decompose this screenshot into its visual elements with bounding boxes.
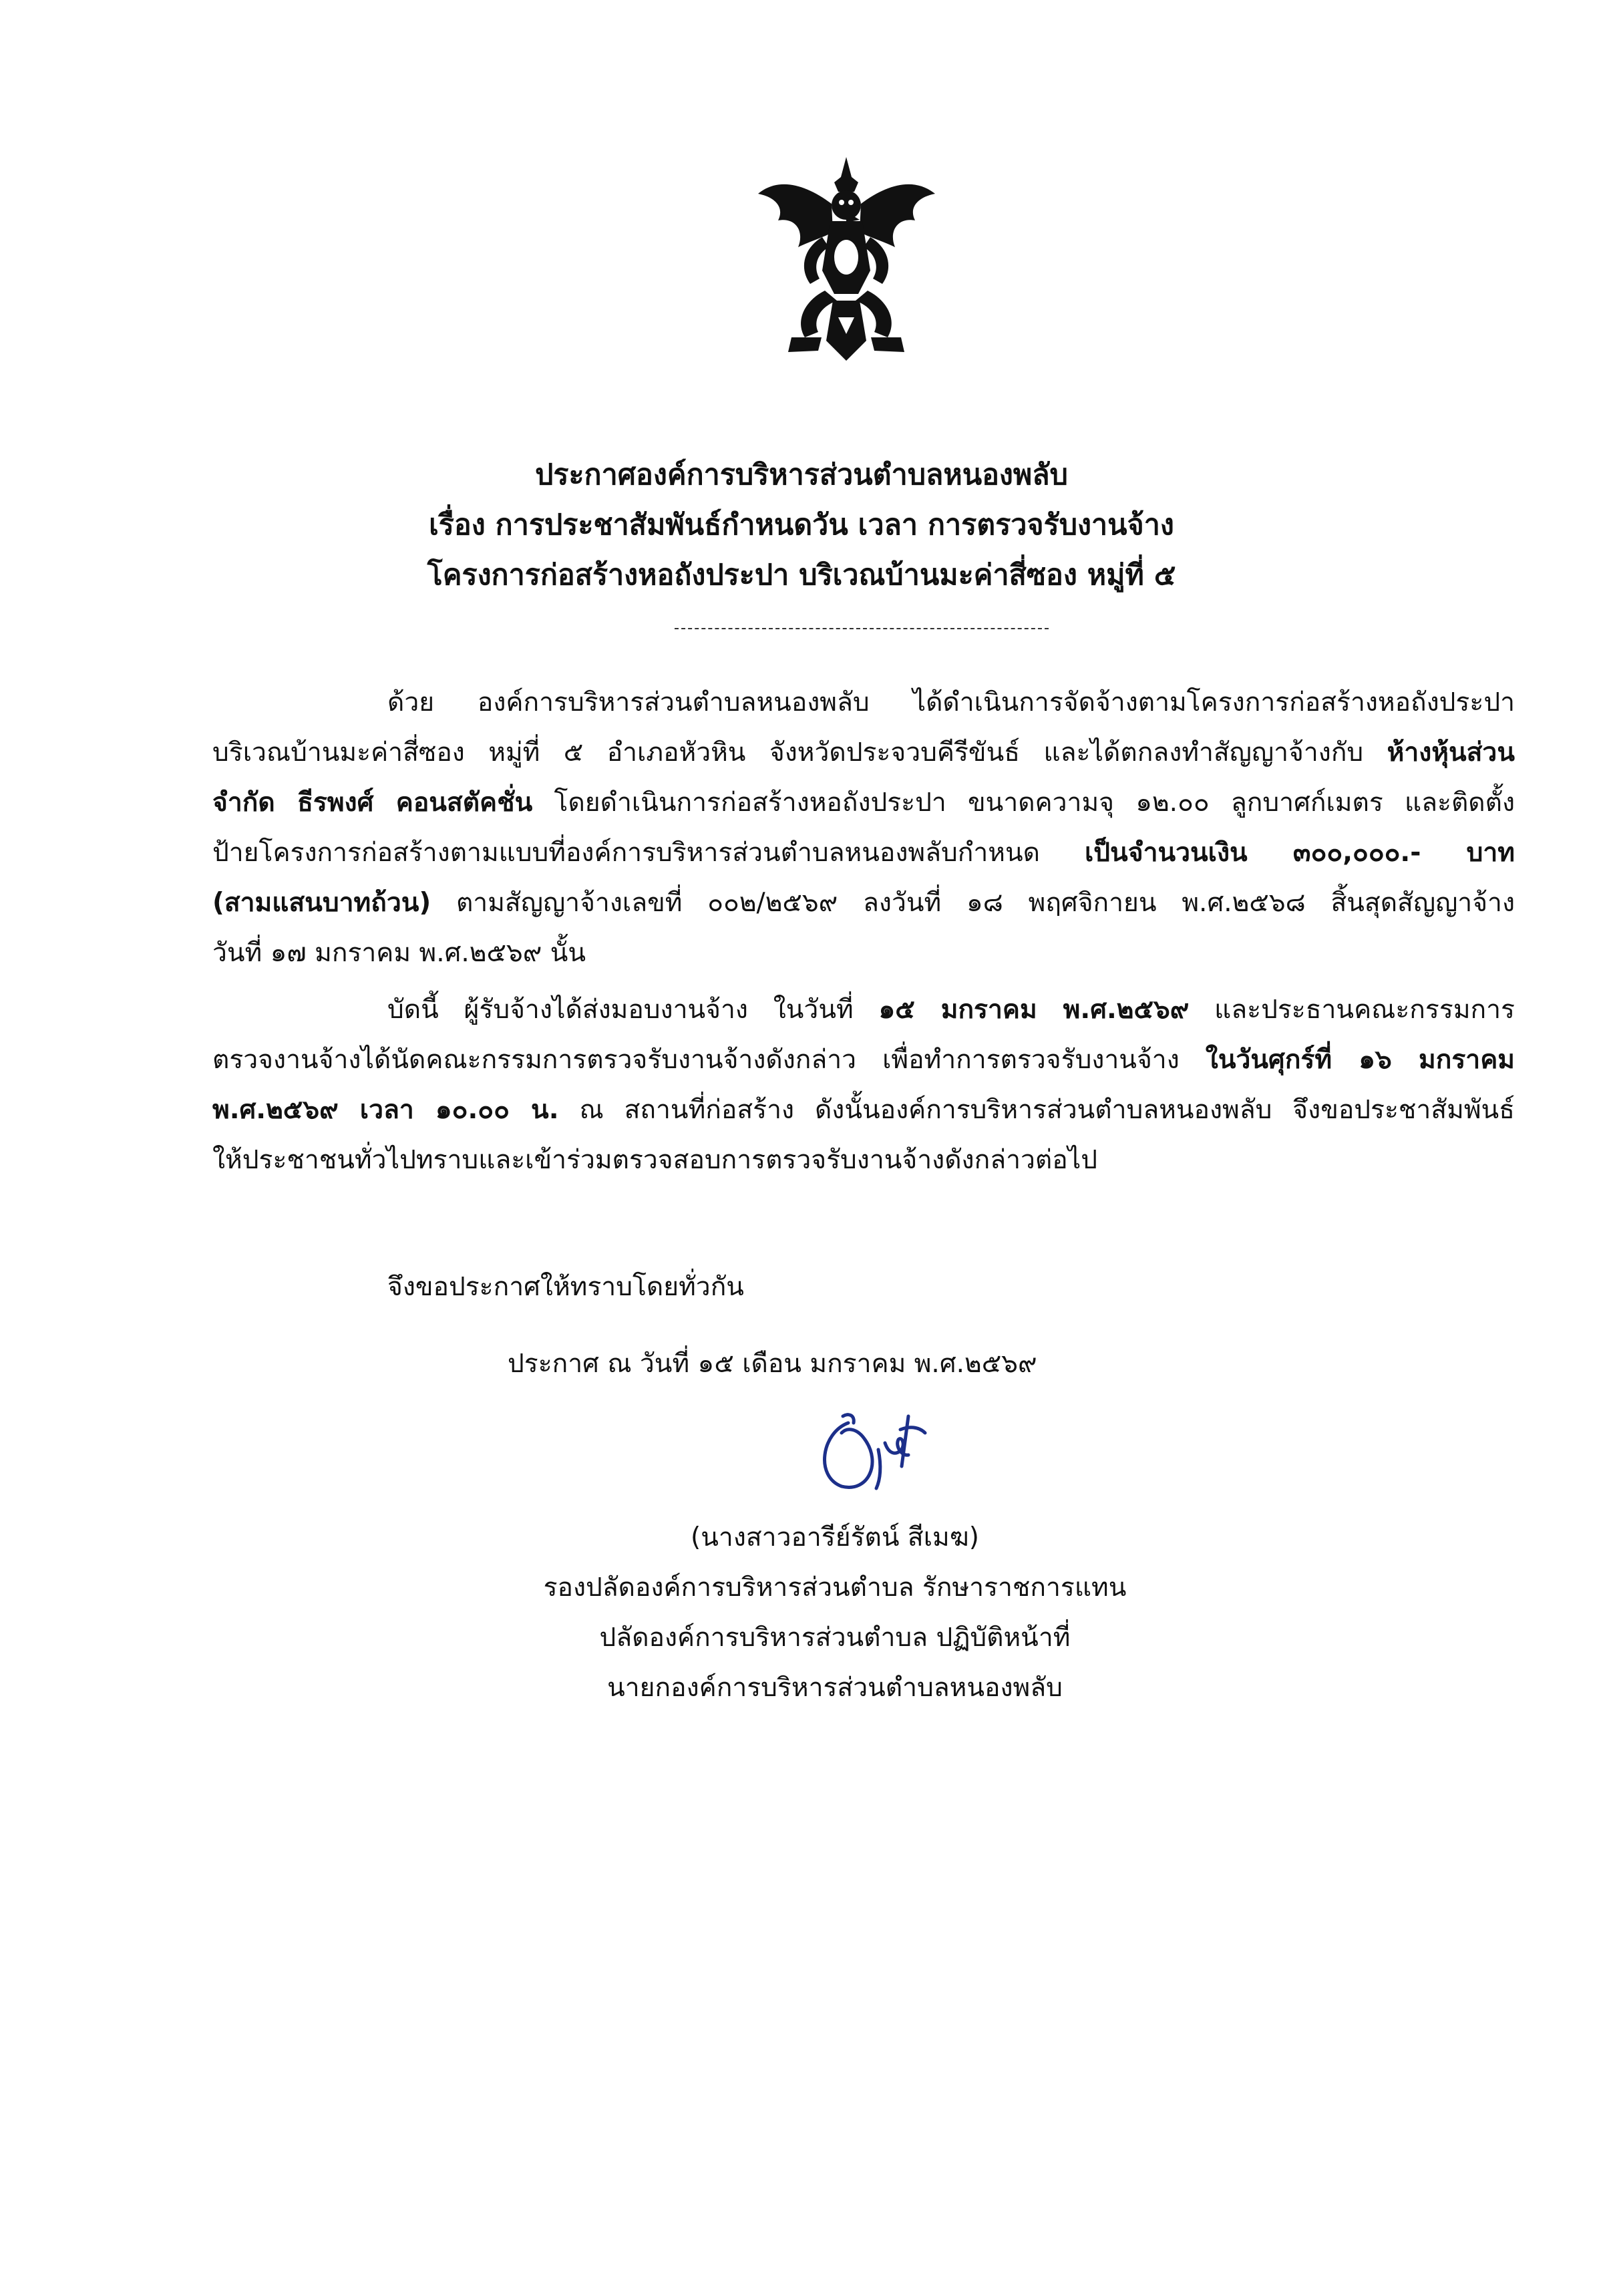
text-segment: บัดนี้ ผู้รับจ้างได้ส่งมอบงานจ้าง ในวันที่ [387,995,879,1025]
text-segment: ตรวจงานจ้างได้นัดคณะกรรมการตรวจรับงานจ้างดังกล่าว เพื่อทำการตรวจรับงานจ้าง [212,1045,1206,1075]
announcement-project: โครงการก่อสร้างหอถังประปา บริเวณบ้านมะค่าสี่ซอง หมู่ที่ ๕ [427,558,1176,592]
signatory-position-2: ปลัดองค์การบริหารส่วนตำบล ปฏิบัติหน้าที่ [599,1623,1071,1653]
signature-icon [801,1403,942,1500]
paragraph-1-line-3 [212,788,1515,818]
text-segment: บริเวณบ้านมะค่าสี่ซอง หมู่ที่ ๕ อำเภอหัวหิน จังหวัดประจวบคีรีขันธ์ และได้ตกลงทำสัญญาจ้างกับ [212,737,1387,768]
announcement-date: ประกาศ ณ วันที่ ๑๕ เดือน มกราคม พ.ศ.๒๕๖๙ [508,1349,1037,1379]
inspection-time: พ.ศ.๒๕๖๙ เวลา ๑๐.๐๐ น. [212,1095,559,1125]
text-segment: โดยดำเนินการก่อสร้างหอถังประปา ขนาดความจุ ๑๒.๐๐ ลูกบาศก์เมตร และติดตั้ง [532,788,1515,818]
signatory-position-1: รองปลัดองค์การบริหารส่วนตำบล รักษาราชการแทน [543,1573,1127,1603]
paragraph-1-line-6: วันที่ ๑๗ มกราคม พ.ศ.๒๕๖๙ นั้น [212,938,586,968]
paragraph-1-line-4 [212,838,1515,868]
title-divider [675,628,1049,629]
signatory-position-3: นายกองค์การบริหารส่วนตำบลหนองพลับ [607,1673,1063,1703]
paragraph-2-line-1 [387,995,1515,1025]
contractor-name-part-2: จำกัด ธีรพงศ์ คอนสตัคชั่น [212,788,533,818]
text-segment: ณ สถานที่ก่อสร้าง ดังนั้นองค์การบริหารส่วนตำบลหนองพลับ จึงขอประชาสัมพันธ์ [558,1095,1515,1125]
contract-amount: เป็นจำนวนเงิน ๓๐๐,๐๐๐.- บาท [1084,838,1515,868]
paragraph-2-line-4: ให้ประชาชนทั่วไปทราบและเข้าร่วมตรวจสอบการตรวจรับงานจ้างดังกล่าวต่อไป [212,1145,1098,1175]
text-segment: ตามสัญญาจ้างเลขที่ ๐๐๒/๒๕๖๙ ลงวันที่ ๑๘ พฤศจิกายน พ.ศ.๒๕๖๘ สิ้นสุดสัญญาจ้าง [431,888,1515,918]
paragraph-2-line-2 [212,1045,1515,1076]
text-segment: และประธานคณะกรรมการ [1189,995,1515,1025]
announcement-title: ประกาศองค์การบริหารส่วนตำบลหนองพลับ [535,458,1068,492]
inspection-date: ในวันศุกร์ที่ ๑๖ มกราคม [1205,1045,1515,1075]
paragraph-1-line-1: ด้วย องค์การบริหารส่วนตำบลหนองพลับ ได้ดำเนินการจัดจ้างตามโครงการก่อสร้างหอถังประปา [387,687,1515,717]
paragraph-2-line-3 [212,1096,1515,1126]
text-segment: ป้ายโครงการก่อสร้างตามแบบที่องค์การบริหารส่วนตำบลหนองพลับกำหนด [212,838,1085,868]
contract-amount-words: (สามแสนบาทถ้วน) [212,888,431,918]
paragraph-1-line-5 [212,888,1515,919]
paragraph-1-line-2 [212,738,1515,768]
signatory-name: (นางสาวอารีย์รัตน์ สีเมฆ) [691,1522,979,1552]
contractor-name-part-1: ห้างหุ้นส่วน [1387,737,1515,768]
delivery-date: ๑๕ มกราคม พ.ศ.๒๕๖๙ [878,995,1190,1025]
closing-statement: จึงขอประกาศให้ทราบโดยทั่วกัน [387,1272,744,1302]
announcement-subject: เรื่อง การประชาสัมพันธ์กำหนดวัน เวลา การตรวจรับงานจ้าง [429,508,1174,542]
garuda-emblem-icon [758,157,935,361]
